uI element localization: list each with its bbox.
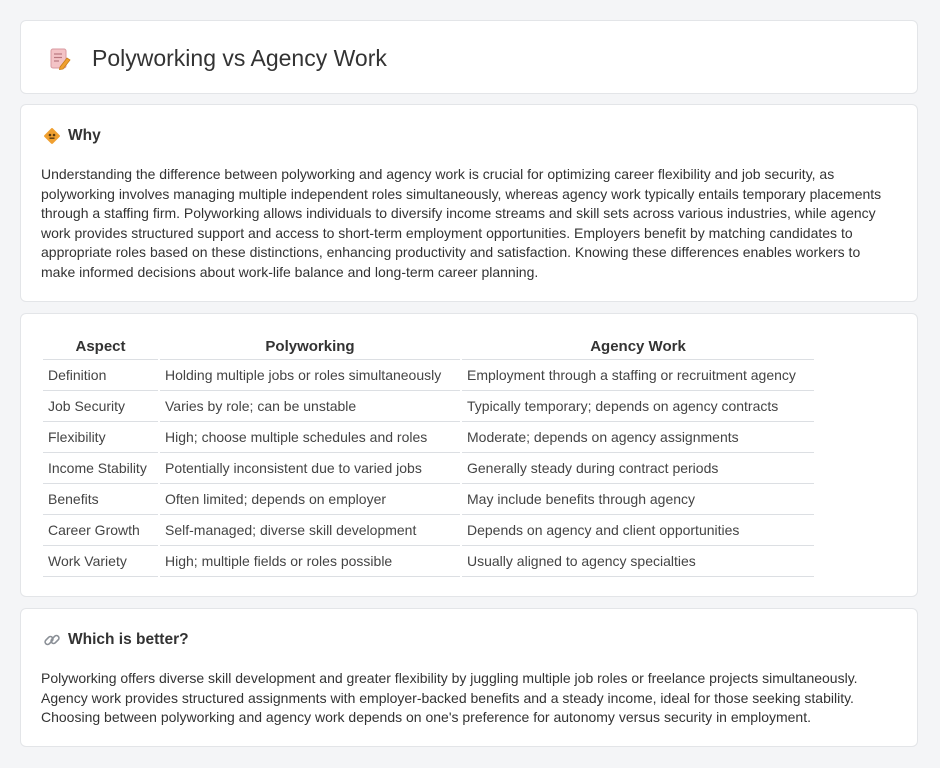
better-heading: Which is better? (68, 631, 189, 648)
why-heading: Why (68, 127, 101, 144)
table-header-row (43, 333, 814, 360)
row-aspect: Definition (43, 360, 158, 391)
why-section (20, 104, 918, 302)
link-icon (43, 631, 61, 649)
row-polyworking: High; multiple fields or roles possible (160, 546, 460, 577)
row-aspect: Flexibility (43, 422, 158, 453)
header-agency-work: Agency Work (462, 333, 814, 360)
row-aspect: Career Growth (43, 515, 158, 546)
table-row (43, 484, 814, 515)
table-row (43, 391, 814, 422)
row-agency-work: May include benefits through agency (462, 484, 814, 515)
better-text: Polyworking offers diverse skill development and greater flexibility by juggling multiple job roles or freelance projects simultaneously. Agency work provides structured assignments with employer-backed benefits and a steady income, ideal for those seeking stability. Choosing between polyworking and agency work depends on one's preference for autonomy versus security in employment. (41, 670, 858, 725)
table-row (43, 546, 814, 577)
page-title: Polyworking vs Agency Work (92, 45, 387, 71)
row-agency-work: Employment through a staffing or recruitment agency (462, 360, 814, 391)
row-agency-work: Generally steady during contract periods (462, 453, 814, 484)
row-polyworking: Self-managed; diverse skill development (160, 515, 460, 546)
row-polyworking: Potentially inconsistent due to varied jobs (160, 453, 460, 484)
document-icon (49, 47, 71, 71)
comparison-table (41, 333, 816, 577)
title-card (20, 20, 918, 94)
why-text: Understanding the difference between polyworking and agency work is crucial for optimizing career flexibility and job security, as polyworking involves managing multiple independent roles simultaneously, whereas agency work typically entails temporary placements through a staffing firm. Polyworking allows individuals to diversify income streams and skill sets across various industries, while agency work provides structured support and access to short-term employment opportunities. Employers benefit by matching candidates to appropriate roles based on these distinctions, enhancing productivity and satisfaction. Knowing these differences enables workers to make informed decisions about work-life balance and long-term career planning. (41, 166, 882, 280)
row-agency-work: Depends on agency and client opportunities (462, 515, 814, 546)
diamond-sign-icon (43, 127, 61, 145)
row-aspect: Work Variety (43, 546, 158, 577)
row-agency-work: Moderate; depends on agency assignments (462, 422, 814, 453)
table-row (43, 422, 814, 453)
table-row (43, 515, 814, 546)
why-heading-row (43, 127, 101, 145)
row-agency-work: Usually aligned to agency specialties (462, 546, 814, 577)
row-polyworking: Holding multiple jobs or roles simultaneously (160, 360, 460, 391)
row-polyworking: Often limited; depends on employer (160, 484, 460, 515)
table-row (43, 360, 814, 391)
row-aspect: Income Stability (43, 453, 158, 484)
better-heading-row (43, 631, 189, 649)
comparison-section (20, 313, 918, 597)
row-agency-work: Typically temporary; depends on agency contracts (462, 391, 814, 422)
which-better-section (20, 608, 918, 747)
header-polyworking: Polyworking (160, 333, 460, 360)
row-polyworking: Varies by role; can be unstable (160, 391, 460, 422)
row-aspect: Job Security (43, 391, 158, 422)
row-aspect: Benefits (43, 484, 158, 515)
row-polyworking: High; choose multiple schedules and roles (160, 422, 460, 453)
table-row (43, 453, 814, 484)
header-aspect: Aspect (43, 333, 158, 360)
